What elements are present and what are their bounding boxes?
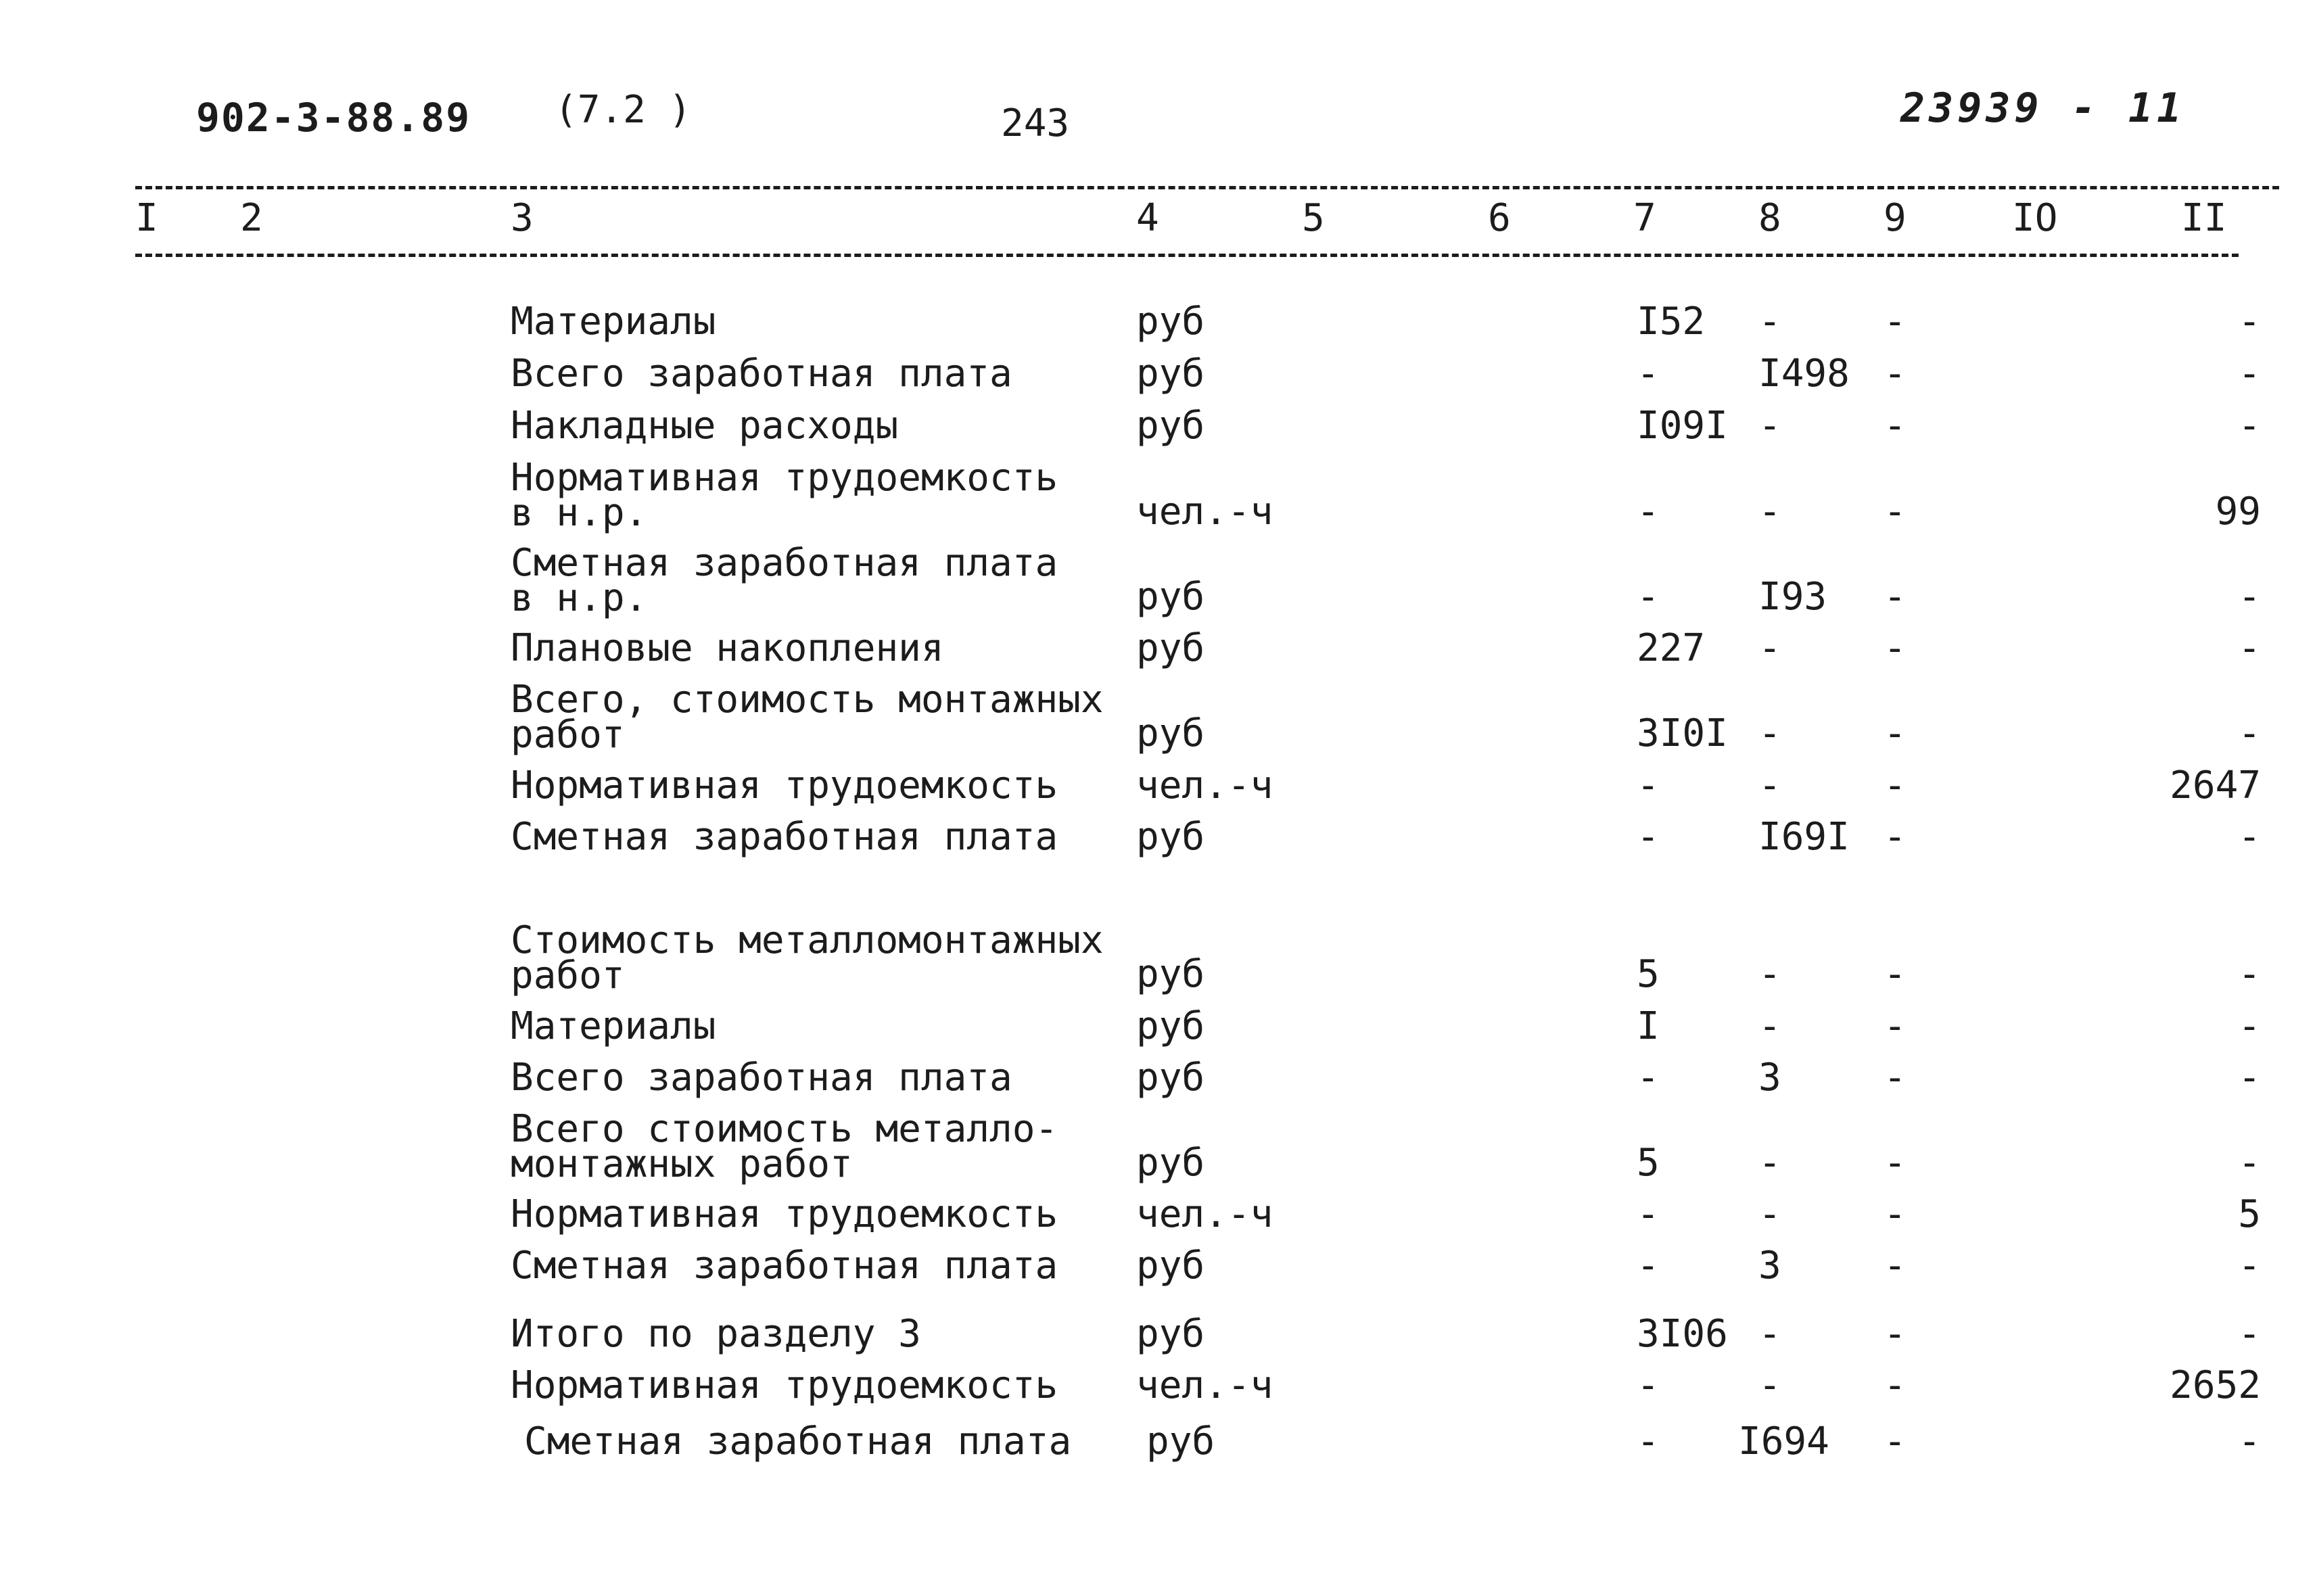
- row-col8: -: [1758, 490, 1781, 534]
- column-number: 8: [1758, 196, 1781, 240]
- document-code: 902-3-88.89: [196, 95, 471, 141]
- row-col11: -: [2238, 1419, 2261, 1463]
- row-unit: чел.-ч: [1136, 490, 1273, 534]
- column-number: 5: [1302, 196, 1325, 240]
- row-col9: -: [1884, 764, 1907, 807]
- row-unit: руб: [1136, 1244, 1205, 1288]
- row-col7: 3I06: [1637, 1312, 1728, 1356]
- row-col11: -: [2238, 1141, 2261, 1185]
- row-col9: -: [1884, 1056, 1907, 1100]
- table-row: [0, 1363, 2315, 1422]
- table-row: [0, 541, 2315, 620]
- table-row: [0, 300, 2315, 358]
- row-name: Плановые накопления: [511, 626, 944, 670]
- row-col7: -: [1637, 1363, 1660, 1407]
- table-row: [0, 1107, 2315, 1186]
- row-col7: I: [1637, 1004, 1660, 1048]
- table-row: [0, 1419, 2315, 1478]
- row-col8: 3: [1758, 1244, 1781, 1288]
- column-number: 2: [240, 196, 263, 240]
- row-col11: 99: [2215, 490, 2261, 534]
- column-number: 6: [1488, 196, 1511, 240]
- row-col9: -: [1884, 1244, 1907, 1288]
- column-number: 7: [1633, 196, 1656, 240]
- row-col8: -: [1758, 952, 1781, 996]
- header-top-rule: [135, 186, 2279, 189]
- row-col8: -: [1758, 711, 1781, 755]
- row-col7: -: [1637, 575, 1660, 619]
- row-col8: -: [1758, 1192, 1781, 1236]
- row-name: Всего стоимость металло- монтажных работ: [511, 1107, 1058, 1186]
- row-col7: -: [1637, 1192, 1660, 1236]
- page-number: 243: [1001, 101, 1070, 145]
- row-name: Стоимость металломонтажных работ: [511, 918, 1104, 998]
- row-name: Накладные расходы: [511, 404, 899, 448]
- table-row: [0, 626, 2315, 685]
- row-unit: руб: [1136, 1141, 1205, 1185]
- row-unit: чел.-ч: [1136, 1363, 1273, 1407]
- row-col9: -: [1884, 1419, 1907, 1463]
- row-col11: -: [2238, 1004, 2261, 1048]
- row-col8: I498: [1758, 352, 1850, 396]
- row-col7: -: [1637, 1244, 1660, 1288]
- row-name: Итого по разделу 3: [511, 1312, 921, 1356]
- row-col11: 2652: [2170, 1363, 2261, 1407]
- row-col8: I69I: [1758, 815, 1850, 859]
- row-col9: -: [1884, 490, 1907, 534]
- row-name: Сметная заработная плата: [511, 1244, 1058, 1288]
- row-name: Нормативная трудоемкость в н.р.: [511, 456, 1058, 535]
- column-number: II: [2181, 196, 2227, 240]
- row-col8: 3: [1758, 1056, 1781, 1100]
- row-col9: -: [1884, 1312, 1907, 1356]
- row-col11: -: [2238, 815, 2261, 859]
- row-col11: -: [2238, 300, 2261, 344]
- row-col11: -: [2238, 1312, 2261, 1356]
- row-col9: -: [1884, 1363, 1907, 1407]
- row-unit: руб: [1136, 404, 1205, 448]
- header-bottom-rule: [135, 254, 2239, 257]
- row-name: Материалы: [511, 300, 716, 344]
- row-unit: руб: [1136, 815, 1205, 859]
- row-col8: -: [1758, 1141, 1781, 1185]
- row-col8: -: [1758, 404, 1781, 448]
- row-col7: -: [1637, 1056, 1660, 1100]
- row-col7: -: [1637, 764, 1660, 807]
- reference-number: (7.2 ): [555, 88, 692, 132]
- row-col9: -: [1884, 575, 1907, 619]
- row-col7: 3I0I: [1637, 711, 1728, 755]
- table-row: [0, 764, 2315, 822]
- row-col7: -: [1637, 815, 1660, 859]
- table-row: [0, 815, 2315, 874]
- row-name: Нормативная трудоемкость: [511, 764, 1058, 807]
- row-unit: руб: [1146, 1419, 1215, 1463]
- table-row: [0, 1004, 2315, 1063]
- row-name: Нормативная трудоемкость: [511, 1363, 1058, 1407]
- table-row: [0, 352, 2315, 410]
- row-name: Нормативная трудоемкость: [511, 1192, 1058, 1236]
- row-col8: -: [1758, 764, 1781, 807]
- row-unit: руб: [1136, 1004, 1205, 1048]
- row-col7: I52: [1637, 300, 1706, 344]
- row-name: Материалы: [511, 1004, 716, 1048]
- row-col11: 5: [2238, 1192, 2261, 1236]
- table-row: [0, 1312, 2315, 1371]
- column-number: IO: [2012, 196, 2058, 240]
- row-col9: -: [1884, 1141, 1907, 1185]
- row-col7: -: [1637, 1419, 1660, 1463]
- row-name: Всего заработная плата: [511, 352, 1012, 396]
- row-col8: -: [1758, 300, 1781, 344]
- row-col9: -: [1884, 1004, 1907, 1048]
- row-col11: 2647: [2170, 764, 2261, 807]
- column-number: 9: [1884, 196, 1907, 240]
- row-col11: -: [2238, 575, 2261, 619]
- row-col11: -: [2238, 1244, 2261, 1288]
- row-col7: -: [1637, 490, 1660, 534]
- row-col11: -: [2238, 626, 2261, 670]
- row-col9: -: [1884, 300, 1907, 344]
- row-col7: 227: [1637, 626, 1706, 670]
- table-row: [0, 678, 2315, 757]
- table-row: [0, 1192, 2315, 1251]
- row-col7: I09I: [1637, 404, 1728, 448]
- table-row: [0, 1244, 2315, 1302]
- row-col11: -: [2238, 952, 2261, 996]
- row-col8: I93: [1758, 575, 1827, 619]
- row-col9: -: [1884, 815, 1907, 859]
- row-name: Всего заработная плата: [511, 1056, 1012, 1100]
- row-col9: -: [1884, 352, 1907, 396]
- row-col11: -: [2238, 1056, 2261, 1100]
- row-unit: руб: [1136, 300, 1205, 344]
- column-number: 4: [1136, 196, 1159, 240]
- row-col11: -: [2238, 352, 2261, 396]
- row-name: Сметная заработная плата: [511, 815, 1058, 859]
- row-col7: 5: [1637, 952, 1660, 996]
- row-unit: руб: [1136, 352, 1205, 396]
- row-col9: -: [1884, 711, 1907, 755]
- row-col8: -: [1758, 626, 1781, 670]
- row-col9: -: [1884, 952, 1907, 996]
- row-name: Сметная заработная плата: [524, 1419, 1072, 1463]
- handwritten-number: 23939 - 11: [1900, 85, 2186, 132]
- row-col8: I694: [1738, 1419, 1829, 1463]
- column-number: I: [135, 196, 158, 240]
- row-unit: чел.-ч: [1136, 764, 1273, 807]
- row-unit: руб: [1136, 1312, 1205, 1356]
- row-unit: руб: [1136, 575, 1205, 619]
- row-col11: -: [2238, 404, 2261, 448]
- row-col7: 5: [1637, 1141, 1660, 1185]
- row-col8: -: [1758, 1363, 1781, 1407]
- row-unit: руб: [1136, 1056, 1205, 1100]
- row-name: Всего, стоимость монтажных работ: [511, 678, 1104, 757]
- row-col8: -: [1758, 1004, 1781, 1048]
- row-name: Сметная заработная плата в н.р.: [511, 541, 1058, 620]
- row-col9: -: [1884, 404, 1907, 448]
- column-number: 3: [511, 196, 534, 240]
- row-unit: руб: [1136, 711, 1205, 755]
- row-unit: чел.-ч: [1136, 1192, 1273, 1236]
- table-row: [0, 918, 2315, 998]
- row-col7: -: [1637, 352, 1660, 396]
- row-unit: руб: [1136, 626, 1205, 670]
- row-col11: -: [2238, 711, 2261, 755]
- row-col9: -: [1884, 626, 1907, 670]
- table-row: [0, 1056, 2315, 1114]
- row-unit: руб: [1136, 952, 1205, 996]
- row-col8: -: [1758, 1312, 1781, 1356]
- row-col9: -: [1884, 1192, 1907, 1236]
- table-row: [0, 404, 2315, 463]
- table-row: [0, 456, 2315, 535]
